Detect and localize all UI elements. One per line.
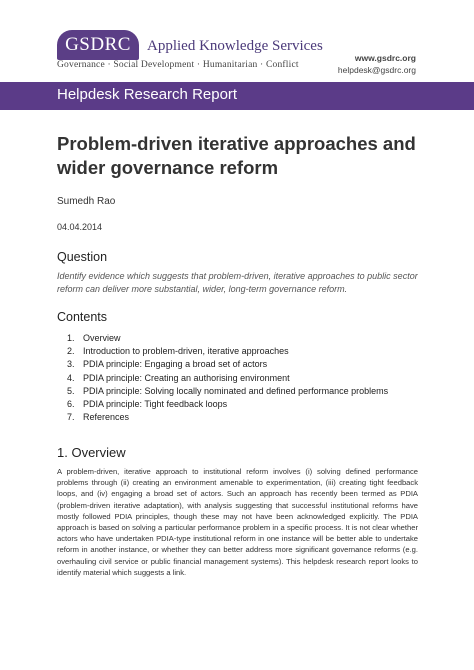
contents-item[interactable]: 1. Overview	[67, 333, 121, 343]
contents-heading: Contents	[57, 310, 108, 324]
brand-tagline: Governance · Social Development · Humanitarian · Conflict	[57, 60, 299, 70]
gsdrc-logo[interactable]	[57, 30, 139, 60]
contents-item[interactable]: 3. PDIA principle: Engaging a broad set of actors	[67, 359, 268, 370]
document-author: Sumedh Rao	[57, 196, 116, 207]
website-link[interactable]: www.gsdrc.org	[354, 53, 416, 63]
contents-item[interactable]: 6. PDIA principle: Tight feedback loops	[67, 399, 228, 410]
report-type-label: Helpdesk Research Report	[57, 86, 238, 103]
logo-text: GSDRC	[65, 34, 131, 55]
contents-item[interactable]: 5. PDIA principle: Solving locally nominated and defined performance problems	[67, 385, 389, 396]
contact-info	[338, 52, 416, 76]
report-type-band	[0, 82, 474, 110]
page-header	[0, 0, 474, 82]
overview-heading: 1. Overview	[57, 445, 126, 460]
document-title: Problem-driven iterative approaches and wider governance reform	[57, 133, 416, 178]
contents-list	[67, 332, 388, 424]
contents-item[interactable]: 2. Introduction to problem-driven, iterative approaches	[67, 346, 289, 357]
email-link[interactable]: helpdesk@gsdrc.org	[337, 65, 416, 75]
question-heading: Question	[57, 250, 108, 264]
question-text: Identify evidence which suggests that problem-driven, iterative approaches to public sector reform can deliver more substantial, wider, long-term governance reform.	[57, 271, 418, 294]
brand-name: Applied Knowledge Services	[147, 38, 323, 54]
document-date: 04.04.2014	[57, 222, 103, 232]
overview-text: A problem-driven, iterative approach to institutional reform involves (i) solving defined performance problems through (ii) creating an environment amenable to experimentation, (iii) creating tight feedback loops, and (iv) engaging a broad set of actors. Such an approach has recently been termed as PDIA (problem-driven iterative adaptation), with analysis suggesting that successful institutional reforms have mostly followed PDIA principles, though these may not have been acknowledged explicitly. The PDIA approach is based on solving a particular performance problem in a specific process. It is not clear whether actors who have undertaken PDIA-type institutional reform in one instance will be better able to undertake reform in another instance, or whether they can better address more significant governance reforms (e.g. overhauling civil service or public financial management systems). This helpdesk research report looks to identify material which suggests a link.	[57, 467, 418, 577]
contents-item[interactable]: 4. PDIA principle: Creating an authorising environment	[67, 372, 290, 383]
contents-item[interactable]: 7. References	[67, 412, 130, 423]
